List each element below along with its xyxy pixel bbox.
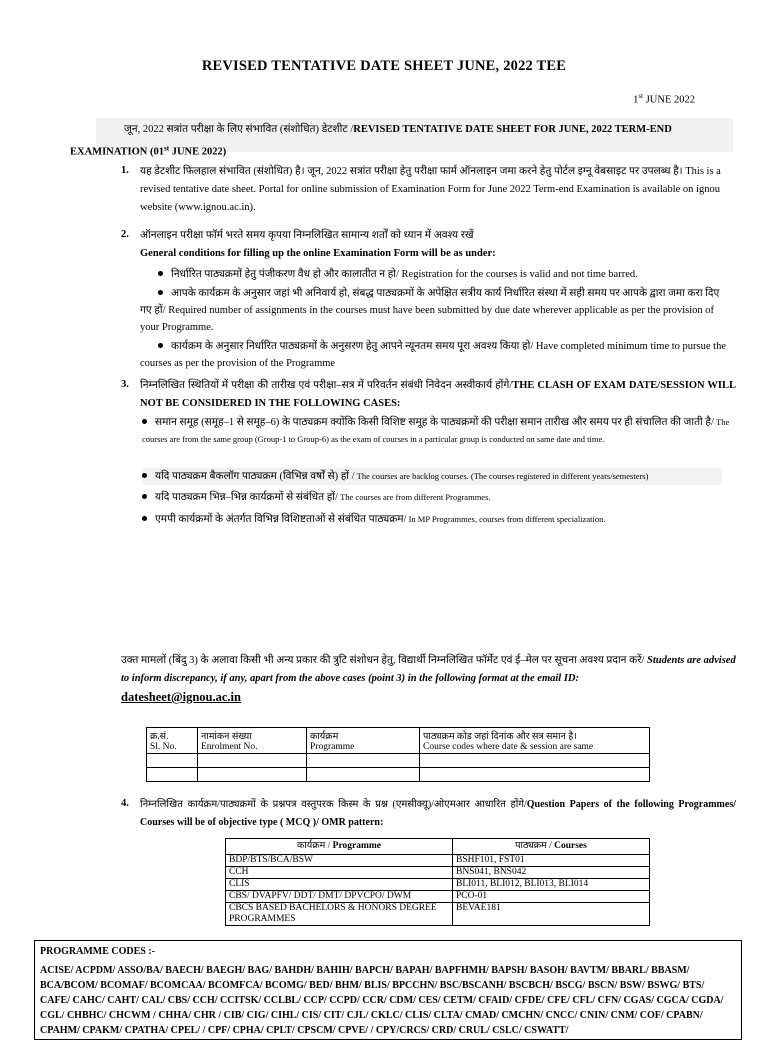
bullet-icon: [142, 473, 147, 478]
item-3-text: निम्नलिखित स्थितियों में परीक्षा की तारीख एवं परीक्षा–सत्र में परिवर्तन संबंधी निवेदन अस्वीकार्य होंगे/THE CLASH OF EXAM DATE/SESSION WILL NOT BE CONSIDERED IN THE FOLLOWING CASES:: [140, 380, 736, 409]
item-number-1: 1.: [121, 165, 129, 176]
list-item: आपके कार्यक्रम के अनुसार जहां भी अनिवार्य हो, संबद्ध पाठ्यक्रमों के अपेक्षित सत्रीय कार्य निर्धारित संस्था में सही समय पर आपके द्वारा जमा करा दिए गए हों/ Required number of assignments in the courses must have been submitted by due date wherever applicable as per the provision of your Programme.: [140, 288, 720, 333]
list-item: कार्यक्रम के अनुसार निर्धारित पाठ्यक्रमों के अनुसरण हेतु आपने न्यूनतम समय पूरा अवश्य किया हो/ Have completed minimum time to pursue the courses as per the provision of the Programme: [140, 341, 726, 369]
bullet-icon: [142, 516, 147, 521]
list-item: एमपी कार्यक्रमों के अंतर्गत विभिन्न विशिष्टताओं से संबंधित पाठ्यक्रम/ In MP Programmes, courses from different specialization.: [142, 511, 732, 528]
table-header-cell: नामांकन संख्या Enrolment No.: [198, 728, 307, 754]
table-row: CBCS BASED BACHELORS & HONORS DEGREE PROGRAMMES BEVAE181: [226, 903, 650, 926]
table-row: BDP/BTS/BCA/BSW BSHF101, FST01: [226, 855, 650, 867]
table-header-cell: क्र.सं. Sl. No.: [147, 728, 198, 754]
programme-codes-box: [34, 940, 742, 1040]
list-item: यदि पाठ्यक्रम भिन्न–भिन्न कार्यक्रमों से संबंधित हों/ The courses are from different Programmes.: [142, 489, 732, 506]
item-4-text: निम्नलिखित कार्यक्रम/पाठ्यक्रमों के प्रश्नपत्र वस्तुपरक किस्म के प्रश्न (एमसीक्यू)/ओएमआर आधारित होंगे/Question Papers of the following Programmes/ Courses will be of objective type ( MCQ )/ OMR pattern:: [140, 799, 736, 828]
list-item: समान समूह (समूह–1 से समूह–6) के पाठ्यक्रम क्योंकि किसी विशिष्ट समूह के पाठ्यक्रमों की परीक्षा समान तारीख और समय पर ही संचालित की जाती है/ The courses are from the same group (Group-1 to Group-6) as the exam of courses in a particular group is conducted on same date and time.: [142, 417, 730, 444]
table-row: [147, 754, 650, 768]
bullet-icon: [158, 343, 163, 348]
table-row: CBS/ DVAPFV/ DDT/ DMT/ DPVCPO/ DWM PCO-01: [226, 891, 650, 903]
table-header-cell: पाठ्यक्रम / Courses: [453, 839, 650, 855]
bullet-icon: [142, 494, 147, 499]
document-date: 1st JUNE 2022: [633, 92, 695, 106]
programme-codes-heading: PROGRAMME CODES :-: [40, 946, 155, 957]
bullet-icon: [158, 271, 163, 276]
discrepancy-format-table: [146, 727, 650, 782]
bullet-icon: [158, 290, 163, 295]
email-link[interactable]: datesheet@ignou.ac.in: [121, 690, 241, 704]
item-number-2: 2.: [121, 229, 129, 240]
table-row: CCH BNS041, BNS042: [226, 867, 650, 879]
table-header-row: [147, 728, 650, 754]
page-title: REVISED TENTATIVE DATE SHEET JUNE, 2022 TEE: [201, 58, 567, 74]
item-number-4: 4.: [121, 798, 129, 809]
table-header-cell: पाठ्यक्रम कोड जहां दिनांक और सत्र समान है। Course codes where date & session are same: [420, 728, 650, 754]
item-2-text: ऑनलाइन परीक्षा फॉर्म भरते समय कृपया निम्नलिखित सामान्य शर्तों को ध्यान में अवश्य रखें General conditions for filling up the online Examination Form will be as under:: [140, 230, 496, 259]
table-row: CLIS BLI011, BLI012, BLI013, BLI014: [226, 879, 650, 891]
table-row: [147, 768, 650, 782]
bullet-icon: [142, 419, 147, 424]
table-header-cell: कार्यक्रम Programme: [307, 728, 420, 754]
discrepancy-text: उक्त मामलों (बिंदु 3) के अलावा किसी भी अन्य प्रकार की त्रुटि संशोधन हेतु, विद्यार्थी निम्नलिखित फॉर्मेट एवं ई–मेल पर सूचना अवश्य प्रदान करें/ Students are advised to inform discrepancy, if any, apart from the above cases (point 3) in the following format at the email ID:: [121, 655, 736, 684]
item-number-3: 3.: [121, 379, 129, 390]
section-header: जून, 2022 सत्रांत परीक्षा के लिए संभावित (संशोधित) डेटशीट /REVISED TENTATIVE DATE SHEET FOR JUNE, 2022 TERM-END EXAMINATION (01st JUNE 2022): [70, 124, 672, 158]
programme-codes-list: ACISE/ ACPDM/ ASSO/BA/ BAECH/ BAEGH/ BAG/ BAHDH/ BAHIH/ BAPCH/ BAPAH/ BAPFHMH/ BAPSH/ BASOH/ BAVTM/ BBARL/ BBASM/ BCA/BCOM/ BCOMAF/ BCOMCAA/ BCOMFCA/ BCOMG/ BED/ BHM/ BLIS/ BPCCHN/ BSC/BSCANH/ BSCBCH/ BSCG/ BSCN/ BSW/ BSWG/ BTS/ CAFE/ CAHC/ CAHT/ CAL/ CBS/ CCH/ CCITSK/ CCLBL/ CCP/ CCPD/ CCR/ CDM/ CES/ CETM/ CFAID/ CFDE/ CFE/ CFL/ CFN/ CGAS/ CGCA/ CGDA/ CGL/ CHBHC/ CHCWM / CHHA/ CHR / CIB/ CIG/ CIHL/ CIS/ CIT/ CJL/ CKLC/ CLIS/ CLTA/ CMAD/ CMCHN/ CNCC/ CNIN/ CNM/ COF/ CPABN/ CPAHM/ CPAKM/ CPATHA/ CPEL/ / CPF/ CPHA/ CPLT/ CPSCM/ CPVE/ / CPY/CRCS/ CRD/ CRUL/ CSLC/ CSWATT/: [40, 965, 724, 1036]
list-item: निर्धारित पाठ्यक्रमों हेतु पंजीकरण वैध हो और कालातीत न हो/ Registration for the courses is valid and not time barred.: [158, 266, 728, 283]
item-1-text: यह डेटशीट फिलहाल संभावित (संशोधित) है। जून, 2022 सत्रांत परीक्षा हेतु परीक्षा फार्म ऑनलाइन जमा करने हेतु पोर्टल इग्नू वेबसाइट पर उपलब्ध है। This is a revised tentative date sheet. Portal for online submission of Examination Form for June 2022 Term-end Examination is available on ignou website (www.ignou.ac.in).: [140, 166, 721, 213]
table-header-row: [226, 839, 650, 855]
table-header-cell: कार्यक्रम / Programme: [226, 839, 453, 855]
list-item: यदि पाठ्यक्रम बैकलॉग पाठ्यक्रम (विभिन्न वर्षों से) हों / The courses are backlog courses. (The courses registered in different years/semesters): [142, 468, 722, 485]
mcq-programmes-table: [225, 838, 650, 926]
